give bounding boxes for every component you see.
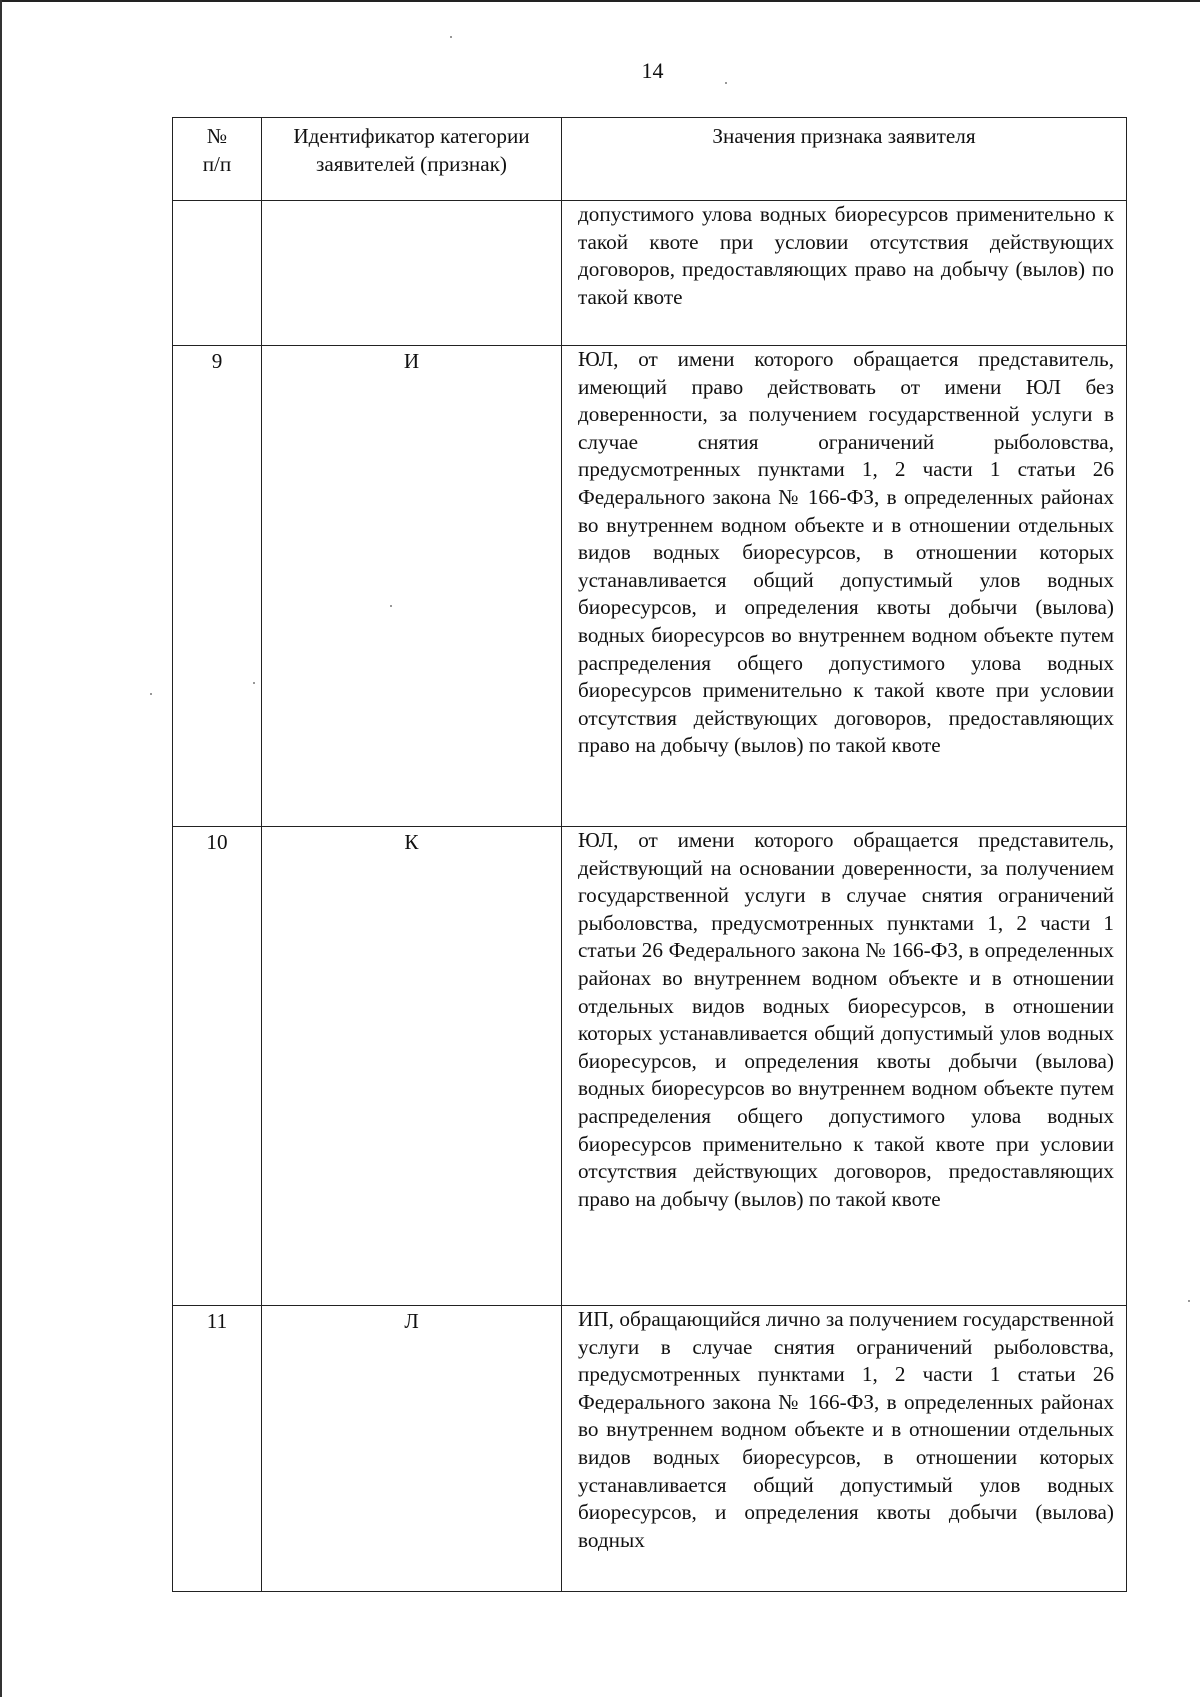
row-num: 10 xyxy=(173,827,262,1306)
header-id-label: Идентификатор категории заявителей (признак) xyxy=(293,124,530,176)
row-num xyxy=(173,201,262,346)
scan-speck xyxy=(725,82,727,84)
row-id: К xyxy=(262,827,562,1306)
row-value: ЮЛ, от имени которого обращается представитель, действующий на основании доверенности, за получением государственной услуги в случае снятия ограничений рыболовства, предусмотренных пунктами 1, 2 части 1 статьи 26 Федерального закона № 166-ФЗ, в определенных районах во внутреннем водном объекте и в отношении отдельных видов водных биоресурсов, в отношении которых устанавливается общий допустимый улов водных биоресурсов, и определения квоты добычи (вылова) водных биоресурсов во внутреннем водном объекте путем распределения общего допустимого улова водных биоресурсов применительно к такой квоте при условии отсутствия действующих договоров, предоставляющих право на добычу (вылов) по такой квоте xyxy=(562,827,1127,1306)
scan-edge-left xyxy=(0,0,2,1697)
table-row xyxy=(173,1306,1127,1592)
header-num-label: № п/п xyxy=(202,124,232,176)
header-num xyxy=(173,118,262,201)
header-value xyxy=(562,118,1127,201)
header-id xyxy=(262,118,562,201)
table-header-row xyxy=(173,118,1127,201)
row-id xyxy=(262,201,562,346)
scan-speck xyxy=(1188,1300,1190,1302)
applicant-categories-table xyxy=(172,117,1127,1592)
row-id: И xyxy=(262,346,562,827)
row-id: Л xyxy=(262,1306,562,1592)
page-number: 14 xyxy=(641,58,664,83)
row-num: 9 xyxy=(173,346,262,827)
header-value-label: Значения признака заявителя xyxy=(712,124,976,148)
table-row xyxy=(173,346,1127,827)
scan-speck xyxy=(450,36,452,38)
scan-edge-top xyxy=(0,0,1200,2)
row-value: допустимого улова водных биоресурсов применительно к такой квоте при условии отсутствия действующих договоров, предоставляющих право на добычу (вылов) по такой квоте xyxy=(562,201,1127,346)
row-value: ЮЛ, от имени которого обращается представитель, имеющий право действовать от имени ЮЛ без доверенности, за получением государственной услуги в случае снятия ограничений рыболовства, предусмотренных пунктами 1, 2 части 1 статьи 26 Федерального закона № 166-ФЗ, в определенных районах во внутреннем водном объекте и в отношении отдельных видов водных биоресурсов, в отношении которых устанавливается общий допустимый улов водных биоресурсов, и определения квоты добычи (вылова) водных биоресурсов во внутреннем водном объекте путем распределения общего допустимого улова водных биоресурсов применительно к такой квоте при условии отсутствия действующих договоров, предоставляющих право на добычу (вылов) по такой квоте xyxy=(562,346,1127,827)
table-row xyxy=(173,201,1127,346)
row-value: ИП, обращающийся лично за получением государственной услуги в случае снятия ограничений рыболовства, предусмотренных пунктами 1, 2 части 1 статьи 26 Федерального закона № 166-ФЗ, в определенных районах во внутреннем водном объекте и в отношении отдельных видов водных биоресурсов, в отношении которых устанавливается общий допустимый улов водных биоресурсов, и определения квоты добычи (вылова) водных xyxy=(562,1306,1127,1592)
row-num: 11 xyxy=(173,1306,262,1592)
table-row xyxy=(173,827,1127,1306)
scan-speck xyxy=(150,693,152,695)
